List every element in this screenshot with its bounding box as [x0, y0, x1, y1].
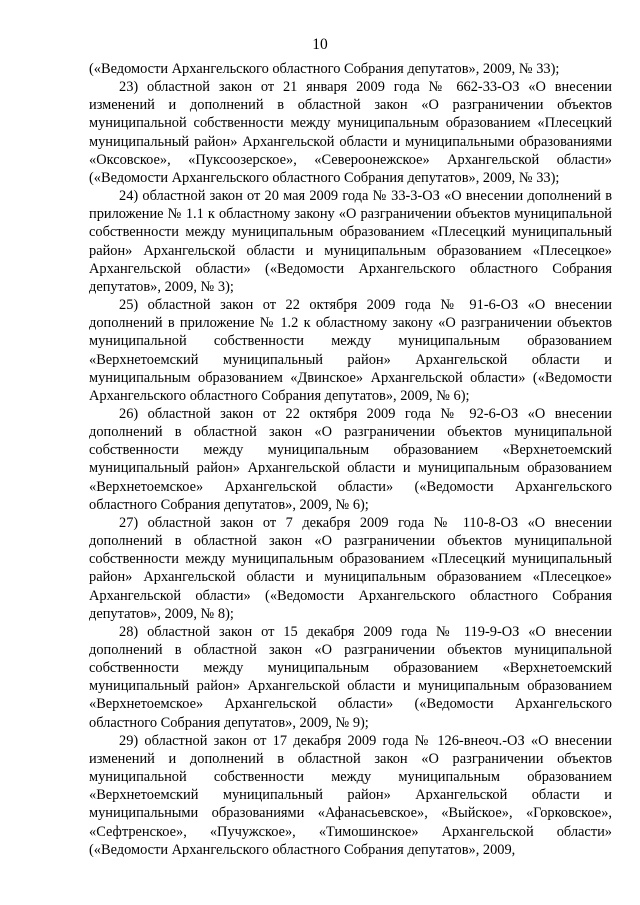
- list-item-27: 27) областной закон от 7 декабря 2009 года № 110-8-ОЗ «О внесении дополнений в областной закон «О разграничении объектов муниципальной собственности между муниципальным образованием «Плесецкий муниципальный район» Архангельской области и муниципальным образованием «Плесецкое» Архангельской области» («Ведомости Архангельского областного Собрания депутатов», 2009, № 8);: [89, 514, 612, 622]
- list-item-28: 28) областной закон от 15 декабря 2009 года № 119-9-ОЗ «О внесении дополнений в областной закон «О разграничении объектов муниципальной собственности между муниципальным образованием «Верхнетоемский муниципальный район» Архангельской области и муниципальным образованием «Верхнетоемское» Архангельской области» («Ведомости Архангельского областного Собрания депутатов», 2009, № 9);: [89, 623, 612, 731]
- list-item-24: 24) областной закон от 20 мая 2009 года № 33-3-ОЗ «О внесении дополнений в приложение № 1.1 к областному закону «О разграничении объектов муниципальной собственности между муниципальным образованием «Плесецкий муниципальный район» Архангельской области и муниципальным образованием «Плесецкое» Архангельской области» («Ведомости Архангельского областного Собрания депутатов», 2009, № 3);: [89, 188, 612, 295]
- list-item-25: 25) областной закон от 22 октября 2009 года № 91-6-ОЗ «О внесении дополнений в приложение № 1.2 к областному закону «О разграничении объектов муниципальной собственности между муниципальным образованием «Верхнетоемский муниципальный район» Архангельской области и муниципальным образованием «Двинское» Архангельской области» («Ведомости Архангельского областного Собрания депутатов», 2009, № 6);: [89, 297, 612, 404]
- page-number: 10: [312, 36, 328, 53]
- document-body: [89, 60, 612, 859]
- list-item-29: 29) областной закон от 17 декабря 2009 года № 126-внеоч.-ОЗ «О внесении изменений и дополнений в областной закон «О разграничении объектов муниципальной собственности между муниципальным образованием «Верхнетоемский муниципальный район» Архангельской области и муниципальными образованиями «Афанасьевское», «Выйское», «Горковское», «Сефтренское», «Пучужское», «Тимошинское» Архангельской области» («Ведомости Архангельского областного Собрания депутатов», 2009,: [89, 732, 612, 858]
- paragraph-continuation: («Ведомости Архангельского областного Собрания депутатов», 2009, № 33);: [89, 61, 560, 77]
- list-item-23: 23) областной закон от 21 января 2009 года № 662-33-ОЗ «О внесении изменений и дополнений в областной закон «О разграничении объектов муниципальной собственности между муниципальным образованием «Плесецкий муниципальный район» Архангельской области и муниципальными образованиями «Оксовское», «Пуксоозерское», «Североонежское» Архангельской области» («Ведомости Архангельского областного Собрания депутатов», 2009, № 33);: [89, 79, 612, 186]
- list-item-26: 26) областной закон от 22 октября 2009 года № 92-6-ОЗ «О внесении дополнений в областной закон «О разграничении объектов муниципальной собственности между муниципальным образованием «Верхнетоемский муниципальный район» Архангельской области и муниципальным образованием «Верхнетоемское» Архангельской области» («Ведомости Архангельского областного Собрания депутатов», 2009, № 6);: [89, 405, 612, 513]
